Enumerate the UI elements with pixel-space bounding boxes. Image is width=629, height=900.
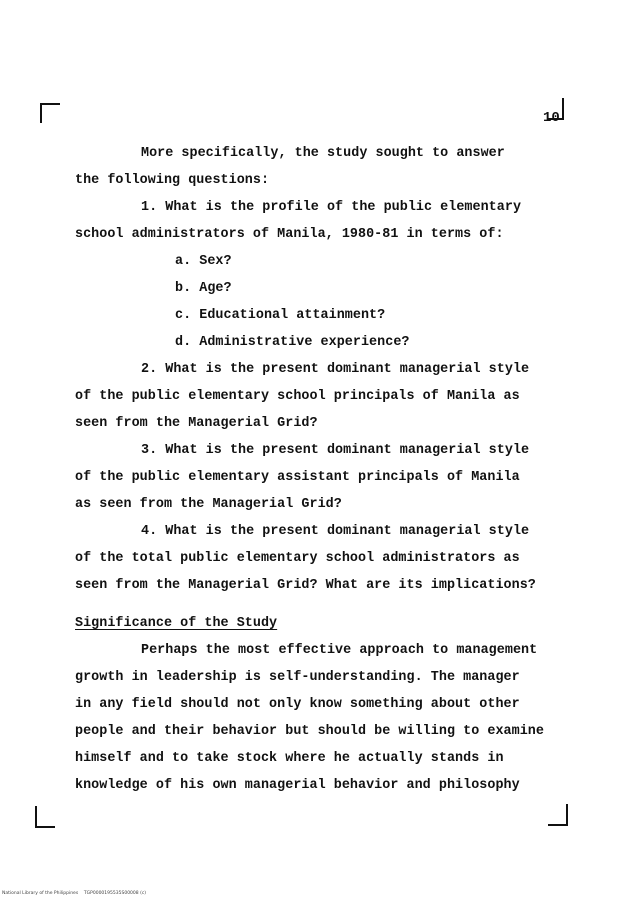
crop-mark-top-left	[40, 103, 60, 123]
list-item: c. Educational attainment?	[175, 308, 386, 323]
text-line: knowledge of his own managerial behavior and philosophy	[75, 778, 520, 793]
text-line: 4. What is the present dominant managerial style	[141, 524, 530, 539]
list-item: a. Sex?	[175, 254, 232, 269]
text-line: people and their behavior but should be willing to examine	[75, 724, 544, 739]
crop-mark-bottom-right	[548, 804, 568, 826]
text-line: in any field should not only know something about other	[75, 697, 520, 712]
text-line: as seen from the Managerial Grid?	[75, 497, 342, 512]
text-line: himself and to take stock where he actually stands in	[75, 751, 504, 766]
page-number: 10	[543, 110, 560, 126]
text-line: 1. What is the profile of the public elementary	[141, 200, 522, 215]
text-line: More specifically, the study sought to answer	[141, 146, 505, 161]
text-line: seen from the Managerial Grid? What are its implications?	[75, 578, 536, 593]
list-item: b. Age?	[175, 281, 232, 296]
text-line: of the public elementary school principals of Manila as	[75, 389, 520, 404]
list-item: d. Administrative experience?	[175, 335, 410, 350]
section-heading: Significance of the Study	[75, 616, 278, 631]
crop-mark-bottom-left	[35, 806, 55, 828]
footer-caption: National Library of the Philippines TGP0000195535S00008 (c)	[2, 891, 147, 896]
text-line: seen from the Managerial Grid?	[75, 416, 318, 431]
text-line: 2. What is the present dominant managerial style	[141, 362, 530, 377]
text-line: of the public elementary assistant principals of Manila	[75, 470, 520, 485]
text-line: Perhaps the most effective approach to management	[141, 643, 538, 658]
text-line: 3. What is the present dominant managerial style	[141, 443, 530, 458]
text-line: the following questions:	[75, 173, 270, 188]
text-line: of the total public elementary school administrators as	[75, 551, 520, 566]
text-line: growth in leadership is self-understanding. The manager	[75, 670, 520, 685]
text-line: school administrators of Manila, 1980-81 in terms of:	[75, 227, 504, 242]
